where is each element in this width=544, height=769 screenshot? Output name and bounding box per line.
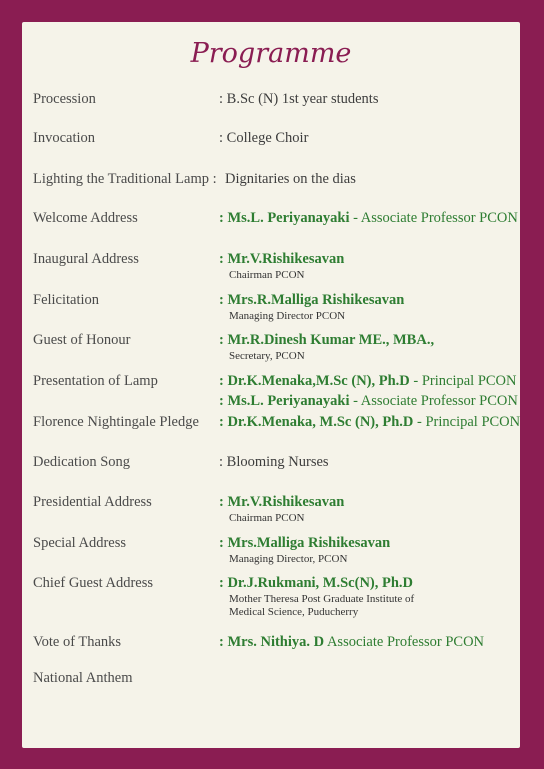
item-label: Special Address: [33, 535, 127, 551]
item-value: [219, 373, 517, 390]
speaker-subtitle: Managing Director PCON: [229, 310, 346, 322]
item-value: [219, 535, 390, 566]
item-value: [219, 332, 434, 363]
item-label: Inaugural Address: [33, 251, 139, 267]
item-value: : Blooming Nurses: [219, 454, 329, 470]
speaker-subtitle-line2: Medical Science, Puducherry: [229, 606, 359, 618]
speaker-name: : Mrs.Malliga Rishikesavan: [219, 535, 391, 551]
item-label: Vote of Thanks: [33, 634, 122, 650]
programme-card: [22, 22, 520, 748]
speaker-designation: - Principal PCON: [413, 414, 521, 430]
speaker-subtitle: Mother Theresa Post Graduate Institute of: [229, 593, 415, 605]
page-title: Programme: [190, 38, 352, 69]
item-value: [219, 575, 414, 619]
speaker-name: : Mrs. Nithiya. D: [219, 634, 325, 650]
speaker-subtitle: Managing Director, PCON: [229, 553, 348, 565]
item-label: Dedication Song: [33, 454, 131, 470]
speaker-designation: - Associate Professor PCON: [349, 210, 518, 226]
item-label: National Anthem: [33, 670, 133, 686]
speaker-designation: - Associate Professor PCON: [349, 393, 518, 409]
speaker-name: : Mr.V.Rishikesavan: [219, 494, 345, 510]
item-value: [219, 210, 518, 227]
item-value: : College Choir: [219, 130, 309, 146]
speaker-name: : Ms.L. Periyanayaki: [219, 393, 350, 409]
item-label: Invocation: [33, 130, 96, 146]
item-value: [219, 634, 484, 651]
speaker-subtitle: Secretary, PCON: [229, 350, 305, 362]
speaker-name: : Ms.L. Periyanayaki: [219, 210, 350, 226]
item-label: Presentation of Lamp: [33, 373, 158, 389]
speaker-designation: Associate Professor PCON: [324, 634, 485, 650]
item-value: [219, 251, 344, 282]
item-value-second: [219, 393, 518, 410]
item-value: [219, 292, 404, 323]
item-label: Florence Nightingale Pledge: [33, 414, 199, 430]
item-value: Dignitaries on the dias: [225, 171, 356, 187]
item-value: [219, 414, 520, 431]
item-label: Chief Guest Address: [33, 575, 154, 591]
speaker-name: : Mr.V.Rishikesavan: [219, 251, 345, 267]
speaker-designation: - Principal PCON: [409, 373, 517, 389]
speaker-name: : Mrs.R.Malliga Rishikesavan: [219, 292, 405, 308]
speaker-name: : Dr.K.Menaka,M.Sc (N), Ph.D: [219, 373, 410, 389]
item-label: Guest of Honour: [33, 332, 131, 348]
item-value: [219, 494, 344, 525]
item-label: Presidential Address: [33, 494, 152, 510]
speaker-subtitle: Chairman PCON: [229, 269, 305, 281]
speaker-name: : Dr.J.Rukmani, M.Sc(N), Ph.D: [219, 575, 414, 591]
speaker-name: : Mr.R.Dinesh Kumar ME., MBA.,: [219, 332, 435, 348]
item-value: : B.Sc (N) 1st year students: [219, 91, 379, 107]
speaker-name: : Dr.K.Menaka, M.Sc (N), Ph.D: [219, 414, 414, 430]
item-label: Lighting the Traditional Lamp :: [33, 171, 217, 187]
item-label: Felicitation: [33, 292, 100, 308]
item-label: Procession: [33, 91, 96, 107]
speaker-subtitle: Chairman PCON: [229, 512, 305, 524]
item-label: Welcome Address: [33, 210, 138, 226]
